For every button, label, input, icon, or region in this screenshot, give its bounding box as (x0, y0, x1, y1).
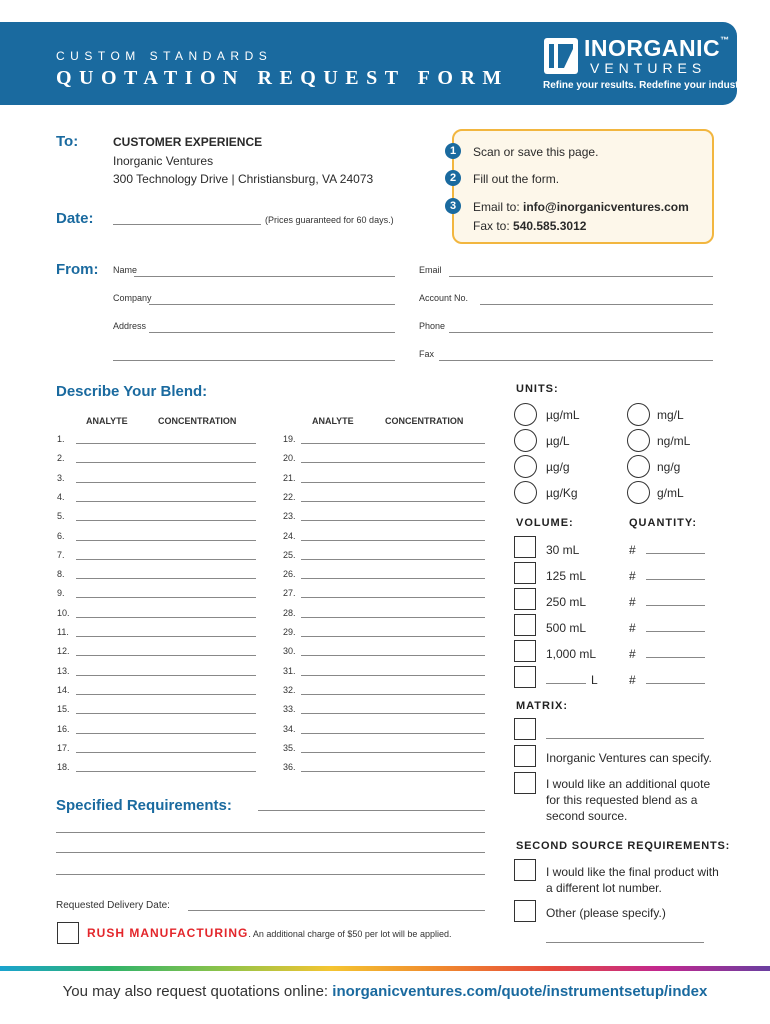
blend-row-field[interactable] (76, 713, 256, 714)
blend-row-number: 28. (283, 607, 296, 618)
from-right-field[interactable] (480, 304, 713, 305)
second-source-other-label: Other (please specify.) (546, 906, 666, 920)
blend-row-number: 21. (283, 472, 296, 483)
units-title: UNITS: (516, 383, 559, 395)
second-source-lot-line-2: a different lot number. (546, 881, 662, 895)
blend-row-field[interactable] (301, 520, 485, 521)
blend-row-number: 19. (283, 434, 296, 444)
from-right-label: Fax (419, 349, 435, 359)
blend-row-field[interactable] (76, 752, 256, 753)
volume-checkbox[interactable] (514, 666, 536, 688)
from-right-label: Phone (419, 321, 446, 331)
unit-label: µg/mL (546, 408, 580, 422)
blend-row-field[interactable] (301, 713, 485, 714)
quantity-field[interactable] (646, 631, 705, 632)
date-label: Date: (56, 210, 94, 227)
blend-row-number: 6. (57, 530, 65, 541)
to-label: To: (56, 133, 79, 150)
volume-custom-field[interactable] (546, 683, 586, 684)
specified-line-3[interactable] (56, 852, 485, 853)
logo-icon (544, 38, 578, 74)
rush-checkbox[interactable] (57, 922, 79, 944)
blend-row-field[interactable] (301, 675, 485, 676)
matrix-quote-line-1: I would like an additional quote (546, 777, 711, 791)
step-2-number: 2 (445, 170, 461, 186)
blend-row-number: 36. (283, 762, 296, 773)
quantity-field[interactable] (646, 553, 705, 554)
blend-row-number: 3. (57, 472, 65, 483)
quantity-field[interactable] (646, 579, 705, 580)
blend-row-field[interactable] (76, 597, 256, 598)
from-left-field[interactable] (113, 360, 395, 361)
volume-checkbox[interactable] (514, 640, 536, 662)
specified-line-1[interactable] (258, 810, 485, 811)
blend-row-number: 17. (57, 742, 70, 753)
blend-row-field[interactable] (301, 578, 485, 579)
header-subtitle: CUSTOM STANDARDS (56, 49, 273, 63)
unit-radio[interactable] (514, 481, 537, 504)
blend-row-number: 27. (283, 588, 296, 599)
blend-row-field[interactable] (76, 733, 256, 734)
to-name: CUSTOMER EXPERIENCE (113, 135, 263, 149)
blend-row-number: 18. (57, 762, 70, 773)
blend-row-number: 11. (57, 627, 69, 637)
quantity-field[interactable] (646, 657, 705, 658)
volume-label: 125 mL (546, 569, 587, 583)
unit-label: µg/Kg (546, 486, 578, 500)
blend-row-number: 10. (57, 607, 70, 618)
blend-row-field[interactable] (76, 501, 256, 502)
unit-label: ng/g (657, 460, 681, 474)
volume-checkbox[interactable] (514, 614, 536, 636)
col-concentration-left: CONCENTRATION (158, 416, 237, 426)
blend-row-field[interactable] (76, 520, 256, 521)
unit-label: mg/L (657, 408, 684, 422)
unit-radio[interactable] (514, 455, 537, 478)
blend-row-field[interactable] (76, 636, 256, 637)
blend-row-number: 20. (283, 453, 296, 464)
from-right-field[interactable] (449, 276, 713, 277)
rush-note: . An additional charge of $50 per lot will be applied. (248, 929, 452, 939)
second-source-lot-checkbox[interactable] (514, 859, 536, 881)
blend-row-field[interactable] (76, 617, 256, 618)
quantity-hash: # (629, 647, 636, 661)
blend-row-field[interactable] (301, 597, 485, 598)
volume-checkbox[interactable] (514, 562, 536, 584)
logo-tagline: Refine your results. Redefine your industry. (543, 80, 751, 91)
specified-line-2[interactable] (56, 832, 485, 833)
second-source-other-field[interactable] (546, 942, 704, 943)
step-2-text: Fill out the form. (473, 172, 560, 186)
specified-title: Specified Requirements: (56, 797, 232, 814)
second-source-other-checkbox[interactable] (514, 900, 536, 922)
quantity-title: QUANTITY: (629, 517, 698, 529)
matrix-specify-label: Inorganic Ventures can specify. (546, 751, 712, 765)
blend-row-number: 23. (283, 511, 296, 522)
from-left-label: Name (113, 265, 138, 275)
date-field[interactable] (113, 224, 261, 225)
blend-row-field[interactable] (76, 578, 256, 579)
blend-row-number: 35. (283, 742, 296, 753)
unit-label: g/mL (657, 486, 684, 500)
unit-radio[interactable] (627, 429, 650, 452)
from-right-field[interactable] (449, 332, 713, 333)
blend-row-field[interactable] (301, 559, 485, 560)
col-analyte-right: ANALYTE (312, 416, 354, 426)
blend-row-number: 2. (57, 453, 65, 464)
blend-row-field[interactable] (76, 559, 256, 560)
blend-row-field[interactable] (301, 462, 485, 463)
second-source-title: SECOND SOURCE REQUIREMENTS: (516, 840, 731, 852)
blend-row-field[interactable] (301, 501, 485, 502)
blend-row-number: 12. (57, 646, 70, 657)
blend-row-field[interactable] (301, 733, 485, 734)
from-left-label: Company (113, 293, 152, 303)
volume-label: 250 mL (546, 595, 587, 609)
logo-name: INORGANIC™ (584, 35, 730, 61)
blend-row-number: 31. (283, 665, 296, 676)
blend-row-field[interactable] (301, 694, 485, 695)
quantity-field[interactable] (646, 605, 705, 606)
blend-row-field[interactable] (301, 617, 485, 618)
unit-radio[interactable] (627, 481, 650, 504)
blend-row-number: 13. (57, 665, 70, 676)
unit-radio[interactable] (514, 429, 537, 452)
blend-row-field[interactable] (301, 752, 485, 753)
blend-row-number: 32. (283, 684, 296, 695)
blend-row-field[interactable] (301, 482, 485, 483)
volume-title: VOLUME: (516, 517, 574, 529)
from-left-label: Address (113, 321, 147, 331)
from-right-label: Email (419, 265, 442, 275)
volume-label: 500 mL (546, 621, 587, 635)
blend-row-number: 24. (283, 530, 296, 541)
matrix-title: MATRIX: (516, 700, 569, 712)
blend-row-field[interactable] (301, 655, 485, 656)
matrix-quote-line-2: for this requested blend as a (546, 793, 698, 807)
from-right-label: Account No. (419, 293, 469, 303)
blend-row-field[interactable] (76, 675, 256, 676)
footer-text: You may also request quotations online: inorganicventures.com/quote/instrumentsetup/index (62, 983, 708, 1000)
volume-label: 30 mL (546, 543, 580, 557)
trademark-mark: ™ (720, 35, 730, 45)
quantity-hash: # (629, 543, 636, 557)
blend-row-number: 14. (57, 684, 70, 695)
blend-row-number: 15. (57, 704, 70, 715)
blend-row-field[interactable] (301, 540, 485, 541)
volume-checkbox[interactable] (514, 588, 536, 610)
quantity-hash: # (629, 621, 636, 635)
step-1-number: 1 (445, 143, 461, 159)
volume-checkbox[interactable] (514, 536, 536, 558)
to-address: 300 Technology Drive | Christiansburg, VA 24073 (113, 172, 374, 186)
rush-label: RUSH MANUFACTURING (87, 926, 249, 940)
blend-row-number: 34. (283, 723, 296, 734)
blend-row-field[interactable] (76, 443, 256, 444)
blend-row-number: 25. (283, 549, 296, 560)
blend-row-number: 33. (283, 704, 296, 715)
blend-row-field[interactable] (301, 443, 485, 444)
blend-row-number: 8. (57, 569, 65, 580)
unit-radio[interactable] (514, 403, 537, 426)
footer-link[interactable]: inorganicventures.com/quote/instrumentsetup/index (332, 983, 708, 1000)
step-3-text: Email to: info@inorganicventures.com (473, 200, 689, 214)
blend-row-number: 4. (57, 491, 65, 502)
blend-row-field[interactable] (76, 655, 256, 656)
rainbow-divider (0, 966, 770, 971)
blend-row-number: 22. (283, 491, 296, 502)
unit-radio[interactable] (627, 455, 650, 478)
quantity-hash: # (629, 595, 636, 609)
delivery-date-label: Requested Delivery Date: (56, 900, 170, 911)
step-1-text: Scan or save this page. (473, 145, 599, 159)
date-note: (Prices guaranteed for 60 days.) (265, 215, 394, 225)
step-3-number: 3 (445, 198, 461, 214)
unit-label: ng/mL (657, 434, 691, 448)
blend-row-field[interactable] (76, 482, 256, 483)
unit-radio[interactable] (627, 403, 650, 426)
rush-line (87, 926, 451, 940)
matrix-custom-field[interactable] (546, 738, 704, 739)
blend-row-field[interactable] (76, 462, 256, 463)
to-company: Inorganic Ventures (113, 154, 214, 168)
blend-row-number: 16. (57, 723, 70, 734)
blend-row-field[interactable] (76, 694, 256, 695)
col-concentration-right: CONCENTRATION (385, 416, 464, 426)
volume-label: L (591, 673, 598, 687)
blend-row-field[interactable] (301, 771, 485, 772)
blend-row-number: 9. (57, 588, 65, 599)
unit-label: µg/g (546, 460, 570, 474)
matrix-quote-checkbox[interactable] (514, 772, 536, 794)
blend-row-field[interactable] (76, 771, 256, 772)
quantity-field[interactable] (646, 683, 705, 684)
from-right-field[interactable] (439, 360, 713, 361)
blend-row-number: 29. (283, 627, 296, 637)
quantity-hash: # (629, 673, 636, 687)
from-left-field[interactable] (149, 304, 395, 305)
blend-title: Describe Your Blend: (56, 383, 208, 400)
volume-label: 1,000 mL (546, 647, 597, 661)
second-source-lot-line-1: I would like the final product with (546, 865, 719, 879)
blend-row-number: 1. (57, 434, 65, 444)
from-label: From: (56, 261, 99, 278)
blend-row-number: 7. (57, 549, 65, 560)
blend-row-number: 26. (283, 569, 296, 580)
logo-subname: VENTURES (590, 60, 707, 76)
col-analyte-left: ANALYTE (86, 416, 128, 426)
matrix-custom-checkbox[interactable] (514, 718, 536, 740)
page-title: QUOTATION REQUEST FORM (56, 67, 509, 89)
matrix-specify-checkbox[interactable] (514, 745, 536, 767)
matrix-quote-line-3: second source. (546, 809, 628, 823)
fax-number: 540.585.3012 (513, 219, 587, 233)
from-left-field[interactable] (149, 332, 395, 333)
blend-row-number: 30. (283, 646, 296, 657)
email-link[interactable]: info@inorganicventures.com (523, 200, 689, 214)
unit-label: µg/L (546, 434, 570, 448)
from-left-field[interactable] (134, 276, 395, 277)
fax-line: Fax to: 540.585.3012 (473, 219, 587, 233)
blend-row-number: 5. (57, 511, 65, 522)
blend-row-field[interactable] (301, 636, 485, 637)
delivery-date-field[interactable] (188, 910, 485, 911)
blend-row-field[interactable] (76, 540, 256, 541)
quantity-hash: # (629, 569, 636, 583)
specified-line-4[interactable] (56, 874, 485, 875)
